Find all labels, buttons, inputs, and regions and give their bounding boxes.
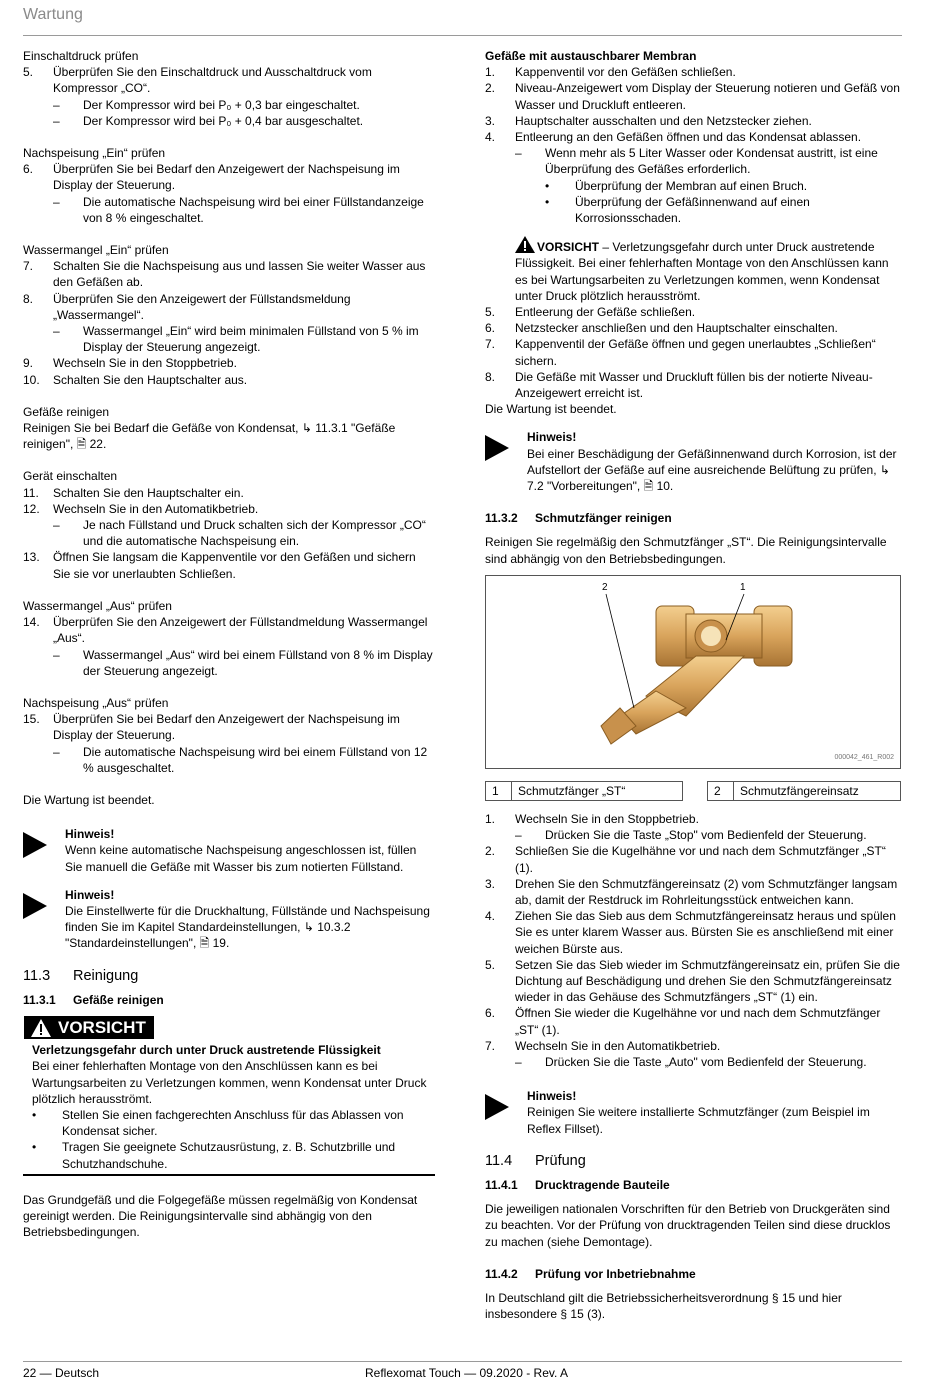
section-heading: Gefäße reinigen	[23, 404, 110, 419]
paragraph: Die jeweiligen nationalen Vorschriften für den Betrieb von Druckgeräten sind zu beachten. Vor der Prüfung von drucktragenden Teilen sind diese drucklos zu machen (siehe Demontage).	[485, 1202, 891, 1249]
note-text: Reinigen Sie weitere installierte Schmutzfänger (zum Beispiel im Reflex Fillset).	[527, 1105, 870, 1136]
legend-item: 2 Schmutzfängereinsatz	[707, 781, 901, 801]
sub-item: – Der Kompressor wird bei P₀ + 0,4 bar ausgeschaltet.	[53, 113, 364, 128]
arrow-icon	[23, 826, 65, 875]
list-item: 15. Überprüfen Sie bei Bedarf den Anzeigewert der Nachspeisung im Display der Steuerung.	[23, 712, 400, 743]
warning-triangle-icon	[515, 236, 535, 253]
list-item: 1. Kappenventil vor den Gefäßen schließen.	[485, 65, 736, 80]
list-item: 5. Überprüfen Sie den Einschaltdruck und Ausschaltdruck vom Kompressor „CO“.	[23, 65, 372, 96]
section-heading: Nachspeisung „Aus“ prüfen	[23, 695, 169, 710]
list-item: 4. Ziehen Sie das Sieb aus dem Schmutzfängereinsatz heraus und spülen Sie es unter klarem Wasser aus. Bürsten Sie es anschließend mit einer weichen Bürste aus.	[485, 909, 896, 956]
arrow-icon	[485, 429, 527, 494]
header-rule	[23, 35, 902, 36]
note-title: Hinweis!	[65, 887, 115, 902]
list-item: 8. Die Gefäße mit Wasser und Druckluft füllen bis der notierte Niveau-Anzeigewert erreicht ist.	[485, 369, 873, 401]
note-text[interactable]: Die Einstellwerte für die Druckhaltung, Füllstände und Nachspeisung finden Sie im Kapitel Standardeinstellungen, ↳ 10.3.2 "Standardeinstellungen", 🗎 19.	[65, 903, 430, 951]
sub-item: – Drücken Sie die Taste „Auto" vom Bedienfeld der Steuerung.	[515, 1054, 867, 1069]
strainer-figure	[485, 575, 901, 769]
list-item: 6. Öffnen Sie wieder die Kugelhähne vor und nach dem Schmutzfänger „ST“ (1).	[485, 1006, 881, 1037]
sub-bullet: • Überprüfung der Membran auf einen Bruch.	[545, 178, 808, 193]
note-text[interactable]: Bei einer Beschädigung der Gefäßinnenwand durch Korrosion, ist der Aufstellort der Gefäße auf eine ausreichende Belüftung zu prüfen, ↳ 7.2 "Vorbereitungen", 🗎 10.	[527, 446, 897, 494]
arrow-icon	[485, 1088, 527, 1137]
note-text: Wenn keine automatische Nachspeisung angeschlossen ist, füllen Sie manuell die Gefäße mit Wasser bis zum notierten Füllstand.	[65, 843, 417, 874]
footer-rule	[23, 1361, 902, 1362]
list-item: 3. Drehen Sie den Schmutzfängereinsatz (2) vom Schmutzfänger langsam ab, damit der Restdruck im Rohrleitungsstück entweichen kann.	[485, 876, 898, 907]
list-item: 4. Entleerung an den Gefäßen öffnen und das Kondensat ablassen.	[485, 130, 862, 145]
warning-title: Verletzungsgefahr durch unter Druck austretende Flüssigkeit	[32, 1043, 381, 1058]
note-box	[485, 1088, 903, 1137]
section-heading: Nachspeisung „Ein“ prüfen	[23, 146, 166, 161]
section-heading: Wassermangel „Aus“ prüfen	[23, 598, 172, 613]
section-heading: Einschaltdruck prüfen	[23, 49, 139, 63]
list-item: 5. Entleerung der Gefäße schließen.	[485, 305, 696, 320]
warning-text: Bei einer fehlerhaften Montage von den Anschlüssen kann es bei Wartungsarbeiten zu Verletzungen kommen, wenn Kondensat unter Druck plötzlich herausströmt.	[32, 1059, 427, 1106]
cross-reference-text[interactable]: Reinigen Sie bei Bedarf die Gefäße von Kondensat, ↳ 11.3.1 "Gefäße reinigen", 🗎 22.	[23, 421, 396, 452]
sub-item: – Drücken Sie die Taste „Stop" vom Bedienfeld der Steuerung.	[515, 828, 867, 843]
inline-warning: VORSICHT – Verletzungsgefahr durch unter Druck austretende Flüssigkeit. Bei einer fehlerhaften Montage von den Anschlüssen kann es bei Wartungsarbeiten zu Verletzungen kommen, wenn Kondensat unter Druck plötzlich herausströmt.	[485, 236, 903, 304]
bullet-item: • Tragen Sie geeignete Schutzausrüstung, z. B. Schutzbrille und Schutzhandschuhe.	[32, 1140, 396, 1171]
list-item: 7. Kappenventil der Gefäße öffnen und gegen unerlaubtes „Schließen“ sichern.	[485, 337, 876, 368]
note-box	[23, 826, 435, 875]
right-column	[485, 48, 903, 1322]
list-item: 7. Wechseln Sie in den Automatikbetrieb.	[485, 1038, 721, 1053]
list-item: 5. Setzen Sie das Sieb wieder im Schmutzfängereinsatz ein, prüfen Sie die Dichtung auf Beschädigung und drehen Sie den Schmutzfängereinsatz wieder in das Gehäuse des Schmutzfängers „ST“ (1) ein.	[485, 957, 900, 1005]
section-heading-11-4: 11.4 Prüfung	[485, 1152, 586, 1169]
footer-document: Reflexomat Touch — 09.2020 - Rev. A	[365, 1366, 568, 1380]
figure-label-2: 2	[602, 581, 608, 593]
legend-item: 1 Schmutzfänger „ST“	[485, 781, 683, 801]
bullet-item: • Stellen Sie einen fachgerechten Anschluss für das Ablassen von Kondensat sicher.	[32, 1107, 404, 1139]
paragraph: Reinigen Sie regelmäßig den Schmutzfänger „ST“. Die Reinigungsintervalle sind abhängig von den Betriebsbedingungen.	[485, 535, 887, 566]
section-heading: Gerät einschalten	[23, 469, 118, 484]
note-title: Hinweis!	[527, 1089, 577, 1104]
note-box	[23, 887, 435, 952]
paragraph: Das Grundgefäß und die Folgegefäße müssen regelmäßig von Kondensat gereinigt werden. Die Reinigungsintervalle sind abhängig von den Betriebsbedingungen.	[23, 1192, 418, 1240]
sub-item: – Je nach Füllstand und Druck schalten sich der Kompressor „CO“ und die automatische Nachspeisung ein.	[53, 518, 426, 549]
figure-legend	[485, 781, 903, 801]
list-item: 6. Überprüfen Sie bei Bedarf den Anzeigewert der Nachspeisung im Display der Steuerung.	[23, 162, 400, 193]
list-item: 13. Öffnen Sie langsam die Kappenventile vor den Gefäßen und sichern Sie sie vor unerlaubten Schließen.	[23, 550, 416, 581]
sub-item: – Wassermangel „Aus“ wird bei einem Füllstand von 8 % im Display der Steuerung angezeigt.	[53, 647, 433, 678]
subsection-heading-11-3-1: 11.3.1 Gefäße reinigen	[23, 992, 164, 1007]
end-text: Die Wartung ist beendet.	[23, 792, 155, 807]
sub-item: – Die automatische Nachspeisung wird bei einer Füllstandanzeige von 8 % eingeschaltet.	[53, 194, 424, 225]
list-item: 3. Hauptschalter ausschalten und den Netzstecker ziehen.	[485, 113, 812, 128]
note-title: Hinweis!	[65, 827, 115, 842]
section-heading: Wassermangel „Ein“ prüfen	[23, 243, 169, 258]
end-text: Die Wartung ist beendet.	[485, 402, 617, 417]
section-heading-11-3: 11.3 Reinigung	[23, 967, 139, 984]
sub-item: – Wenn mehr als 5 Liter Wasser oder Kondensat austritt, ist eine Überprüfung des Gefäßes erforderlich.	[515, 146, 878, 177]
list-item: 12. Wechseln Sie in den Automatikbetrieb.	[23, 501, 259, 516]
strainer-illustration	[486, 576, 900, 768]
paragraph: In Deutschland gilt die Betriebssicherheitsverordnung § 15 und hier insbesondere § 15 (3).	[485, 1290, 842, 1322]
list-item: 6. Netzstecker anschließen und den Hauptschalter einschalten.	[485, 321, 838, 336]
sub-item: – Wassermangel „Ein“ wird beim minimalen Füllstand von 5 % im Display der Steuerung angezeigt.	[53, 324, 419, 355]
subsection-heading-11-4-1: 11.4.1 Drucktragende Bauteile	[485, 1177, 670, 1192]
list-item: 14. Überprüfen Sie den Anzeigewert der Füllstandmeldung Wassermangel „Aus“.	[23, 615, 428, 646]
arrow-icon	[23, 887, 65, 952]
left-column	[23, 48, 435, 1240]
note-title: Hinweis!	[527, 430, 577, 445]
list-item: 7. Schalten Sie die Nachspeisung aus und lassen Sie weiter Wasser aus den Gefäßen ab.	[23, 259, 426, 290]
warning-badge: VORSICHT	[24, 1016, 154, 1039]
list-item: 8. Überprüfen Sie den Anzeigewert der Füllstandsmeldung „Wassermangel“.	[23, 291, 351, 322]
figure-code: 000042_461_R002	[834, 753, 894, 761]
note-box	[485, 429, 903, 494]
figure-label-1: 1	[740, 581, 746, 593]
sub-item: – Der Kompressor wird bei P₀ + 0,3 bar eingeschaltet.	[53, 97, 360, 112]
list-item: 10. Schalten Sie den Hauptschalter aus.	[23, 372, 248, 387]
list-item: 2. Niveau-Anzeigewert vom Display der Steuerung notieren und Gefäß von Wasser und Druckluft entleeren.	[485, 81, 900, 112]
footer-page: 22 — Deutsch	[23, 1366, 100, 1380]
page-header-title: Wartung	[23, 6, 83, 23]
sub-bullet: • Überprüfung der Gefäßinnenwand auf einen Korrosionsschaden.	[545, 194, 810, 226]
list-item: 1. Wechseln Sie in den Stoppbetrieb.	[485, 811, 699, 826]
warning-section	[23, 1016, 435, 1176]
warning-triangle-icon	[30, 1018, 52, 1038]
list-item: 2. Schließen Sie die Kugelhähne vor und nach dem Schmutzfänger „ST“ (1).	[485, 844, 886, 875]
subsection-heading-11-4-2: 11.4.2 Prüfung vor Inbetriebnahme	[485, 1266, 696, 1281]
section-heading: Gefäße mit austauschbarer Membran	[485, 49, 697, 63]
list-item: 11. Schalten Sie den Hauptschalter ein.	[23, 485, 244, 500]
subsection-heading-11-3-2: 11.3.2 Schmutzfänger reinigen	[485, 511, 672, 526]
sub-item: – Die automatische Nachspeisung wird bei einem Füllstand von 12 % ausgeschaltet.	[53, 744, 428, 775]
list-item: 9. Wechseln Sie in den Stoppbetrieb.	[23, 356, 237, 371]
